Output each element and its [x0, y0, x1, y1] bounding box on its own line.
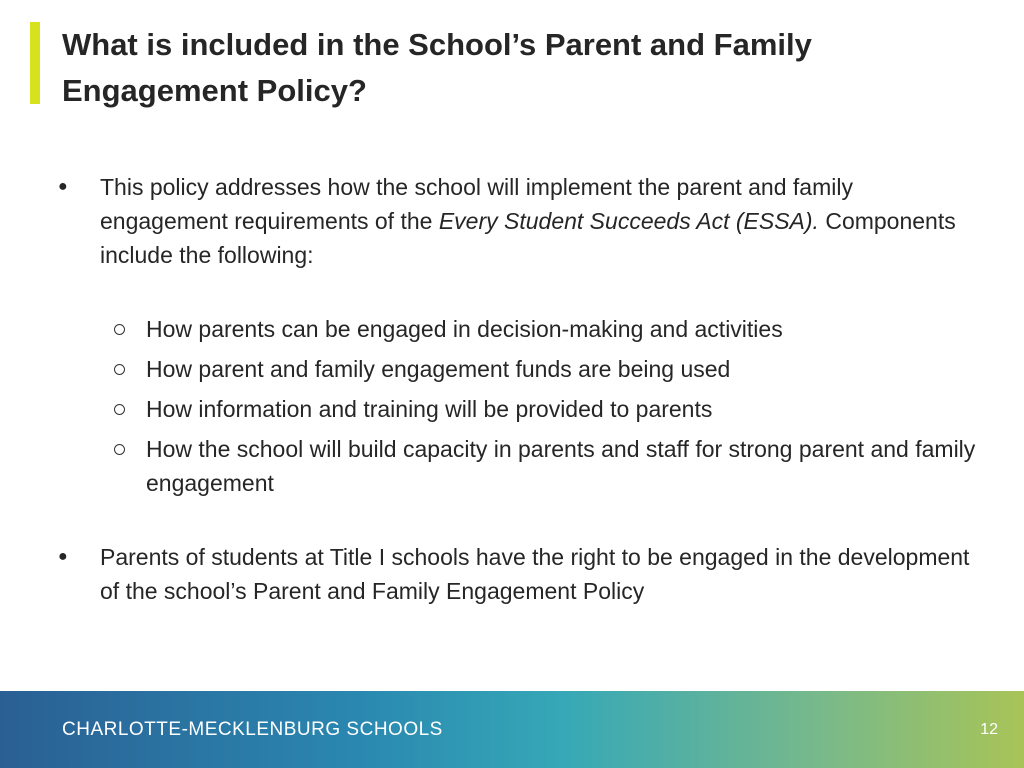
sub-bullet-text: How parents can be engaged in decision-making and activities — [146, 316, 783, 342]
hollow-circle-bullet-icon — [114, 404, 125, 415]
bullet-item-2 — [0, 540, 980, 608]
page-number: 12 — [980, 721, 998, 738]
sub-bullet-text: How the school will build capacity in parents and staff for strong parent and family engagement — [146, 436, 976, 496]
bullet-dot-icon: ● — [58, 178, 68, 195]
slide-content — [0, 170, 1024, 608]
sub-bullet-item — [146, 312, 986, 346]
slide-title: What is included in the School’s Parent and Family Engagement Policy? — [62, 27, 812, 108]
sub-bullet-list — [0, 312, 1024, 500]
bullet-1-text: This policy addresses how the school will implement the parent and family engagement requirements of the — [100, 174, 853, 234]
sub-bullet-item — [146, 352, 986, 386]
sub-bullet-text: How information and training will be provided to parents — [146, 396, 713, 422]
hollow-circle-bullet-icon — [114, 324, 125, 335]
sub-bullet-item — [146, 392, 986, 426]
hollow-circle-bullet-icon — [114, 364, 125, 375]
bullet-1-italic-text: Every Student Succeeds Act (ESSA). — [438, 208, 819, 234]
hollow-circle-bullet-icon — [114, 444, 125, 455]
bullet-dot-icon: ● — [58, 548, 68, 565]
title-accent-bar — [30, 22, 40, 104]
footer-org-name: CHARLOTTE-MECKLENBURG SCHOOLS — [62, 719, 443, 740]
sub-bullet-text: How parent and family engagement funds are being used — [146, 356, 731, 382]
bullet-1-text-end: Components include the following: — [100, 208, 956, 268]
bullet-item-1 — [0, 170, 980, 272]
sub-bullet-item — [146, 432, 986, 500]
footer-banner — [0, 691, 1024, 768]
bullet-2-text: Parents of students at Title I schools have the right to be engaged in the development of the school’s Parent and Family Engagement Policy — [100, 544, 970, 604]
